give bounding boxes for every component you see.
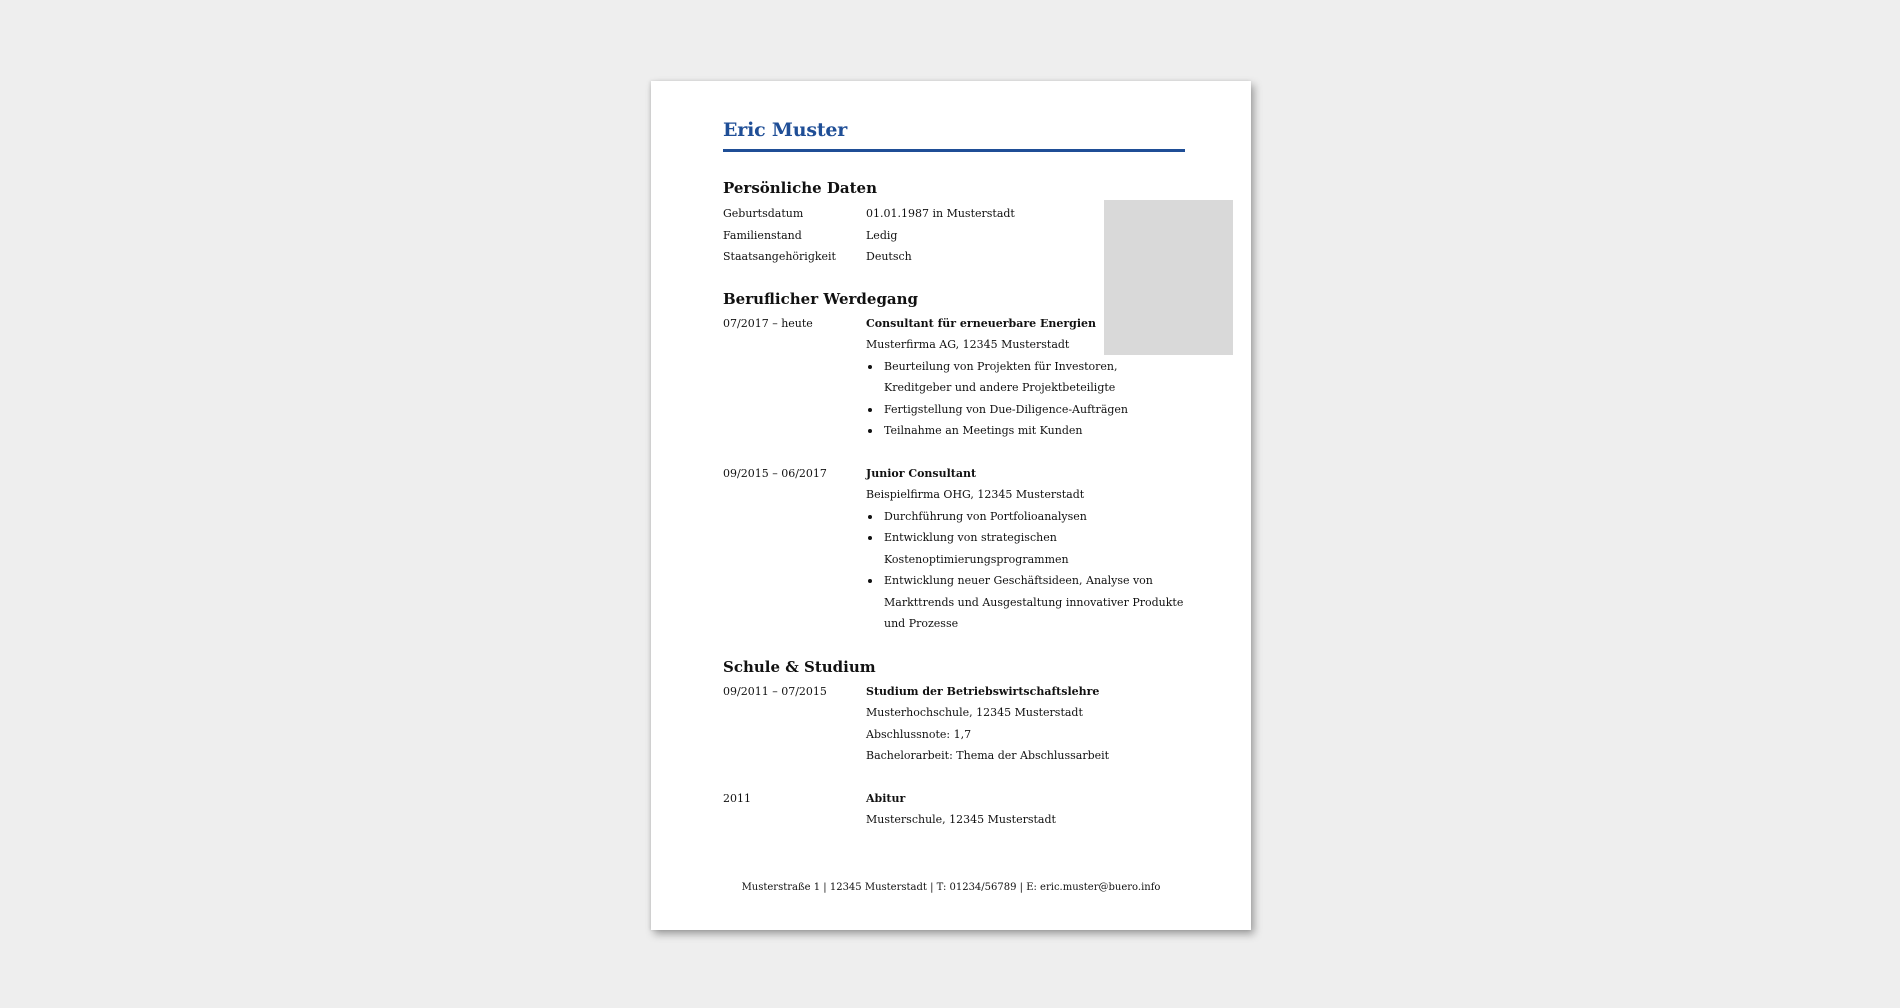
bullet-item [866,356,1184,399]
entry-body [866,681,1183,767]
entry-detail: Bachelorarbeit: Thema der Abschlussarbeit [866,749,1110,762]
entry-organization: Beispielfirma OHG, 12345 Musterstadt [866,488,1085,501]
bullet-text: Durchführung von Portfolioanalysen [884,509,1087,523]
bullet-icon [868,515,872,519]
entry-date: 09/2015 – 06/2017 [723,466,827,480]
entry-body [866,463,1184,635]
bullet-item [866,527,1184,570]
bullet-icon [868,408,872,412]
entry-body [866,788,1183,831]
contact-footer: Musterstraße 1 | 12345 Musterstadt | T: 01234/56789 | E: eric.muster@buero.info [741,882,1161,893]
bullet-icon [868,365,872,369]
bullet-item [866,420,1184,442]
bullet-item [866,570,1184,635]
entry-title: Consultant für erneuerbare Energien [866,316,1096,330]
entry-date: 2011 [723,791,751,805]
career-entry [723,463,1183,635]
bullet-list [866,356,1184,442]
bullet-text: Teilnahme an Meetings mit Kunden [884,424,1083,437]
personal-label: Staatsangehörigkeit [723,250,836,263]
bullet-icon [868,579,872,583]
entry-detail: Abschlussnote: 1,7 [866,727,972,741]
cv-content [723,118,1183,831]
bullet-icon [868,429,872,433]
section-title-education: Schule & Studium [723,657,876,676]
cv-name: Eric Muster [723,119,848,141]
header-rule [723,149,1185,152]
bullet-list [866,506,1184,635]
entry-detail: Musterhochschule, 12345 Musterstadt [866,706,1083,719]
bullet-item [866,506,1184,528]
personal-label: Familienstand [723,228,802,242]
personal-value: Ledig [866,228,898,242]
education-entry [723,681,1183,767]
personal-value: Deutsch [866,250,912,263]
bullet-icon [868,536,872,540]
entry-title: Studium der Betriebswirtschaftslehre [866,684,1100,698]
section-title-personal: Persönliche Daten [723,179,877,197]
personal-value: 01.01.1987 in Musterstadt [866,207,1015,220]
entry-title: Abitur [866,791,906,805]
entry-date: 07/2017 – heute [723,316,813,330]
entry-date: 09/2011 – 07/2015 [723,684,827,698]
education-entry [723,788,1183,831]
bullet-text: Entwicklung neuer Geschäftsideen, Analyse von Markttrends und Ausgestaltung innovativer Produkte und Prozesse [884,574,1184,630]
bullet-text: Beurteilung von Projekten für Investoren, Kreditgeber und andere Projektbeteiligte [884,359,1118,394]
entry-detail: Musterschule, 12345 Musterstadt [866,813,1056,826]
photo-placeholder [1104,200,1233,355]
bullet-text: Fertigstellung von Due-Diligence-Aufträgen [884,402,1129,416]
bullet-text: Entwicklung von strategischen Kostenoptimierungsprogrammen [884,531,1069,566]
section-title-career: Beruflicher Werdegang [723,289,919,308]
entry-title: Junior Consultant [866,466,977,480]
personal-label: Geburtsdatum [723,207,804,220]
bullet-item [866,399,1184,421]
entry-organization: Musterfirma AG, 12345 Musterstadt [866,338,1070,351]
cv-page [651,81,1251,930]
